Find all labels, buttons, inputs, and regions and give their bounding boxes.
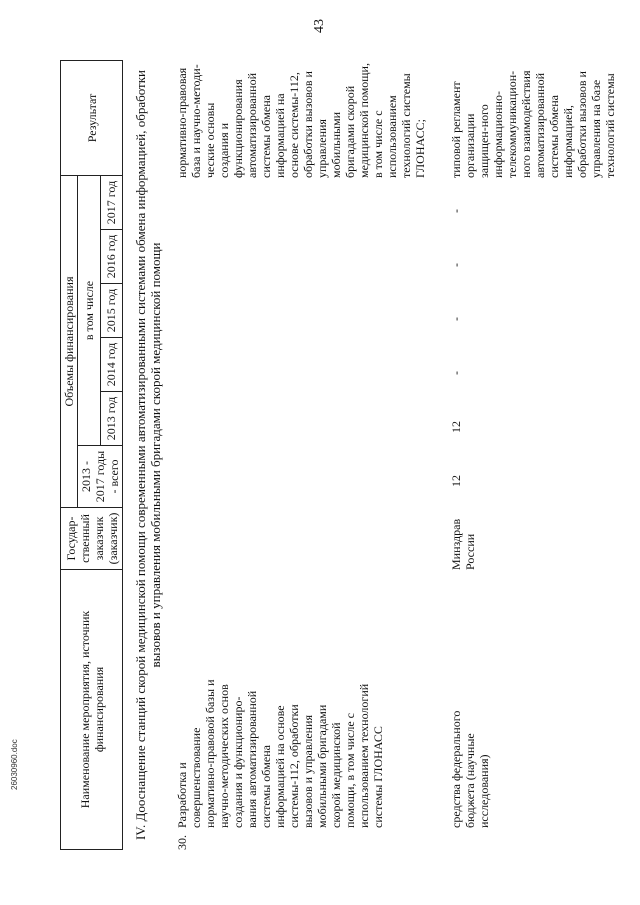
row-value-2013: 12 bbox=[449, 421, 463, 433]
header-result: Результат bbox=[61, 61, 123, 176]
row-value-2015: - bbox=[449, 317, 463, 321]
document-code: 26030960.doc bbox=[10, 739, 19, 790]
header-name: Наименование мероприятия, источник финансирования bbox=[61, 570, 123, 850]
page-number: 43 bbox=[312, 19, 327, 33]
row-customer: Минздрав России bbox=[449, 518, 477, 570]
header-year-2015: 2015 год bbox=[100, 284, 123, 338]
header-funding: Объемы финансирования bbox=[61, 175, 78, 507]
row-name: средства федерального бюджета (научные исследования) bbox=[449, 710, 491, 828]
header-customer: Государ-ственный заказчик (заказчик) bbox=[61, 508, 123, 570]
section-title: IV. Дооснащение станций скорой медицинской помощи современными автоматизированными системами обмена информацией, обработки вызовов и управления мобильными бригадами скорой медицинской помощи bbox=[133, 69, 163, 841]
header-year-2013: 2013 год bbox=[100, 392, 123, 446]
row-number bbox=[449, 828, 491, 850]
landscape-page bbox=[60, 60, 620, 850]
row-result: нормативно-правовая база и научно-методи-ческие основы создания и функционирования автоматизированной системы обмена информацией на основе системы-112, обработки вызовов и управления мобильными бригадами скорой медицинской помощи, в том числе с использованием технологий системы ГЛОНАСС; bbox=[175, 63, 427, 178]
header-including: в том числе bbox=[78, 175, 101, 445]
header-year-2017: 2017 год bbox=[100, 175, 123, 229]
row-total: 12 bbox=[449, 475, 463, 487]
row-number: 30. bbox=[175, 835, 189, 850]
row-value-2014: - bbox=[449, 371, 463, 375]
funding-table-header bbox=[60, 60, 123, 850]
header-year-2016: 2016 год bbox=[100, 230, 123, 284]
header-year-2014: 2014 год bbox=[100, 338, 123, 392]
row-result: типовой регламент организации защищен-ного информационно-телекоммуникацион-ного взаимодействия автоматизированной системы обмена информацией, обработки вызовов и управления на базе технологий системы bbox=[449, 70, 617, 178]
row-name: Разработка и совершенствование нормативно-правовой базы и научно-методических основ создания и функциониро-вания автоматизированной системы обмена информацией на основе системы-112, обработки вызовов и управления мобильными бригадами скорой медицинской помощи, в том числе с использованием технологий системы ГЛОНАСС bbox=[175, 679, 385, 828]
row-value-2016: - bbox=[449, 263, 463, 267]
table-row bbox=[175, 60, 427, 850]
header-total: 2013 - 2017 годы - всего bbox=[78, 446, 123, 508]
table-body bbox=[175, 60, 617, 850]
row-value-2017: - bbox=[449, 209, 463, 213]
table-row bbox=[449, 60, 617, 850]
